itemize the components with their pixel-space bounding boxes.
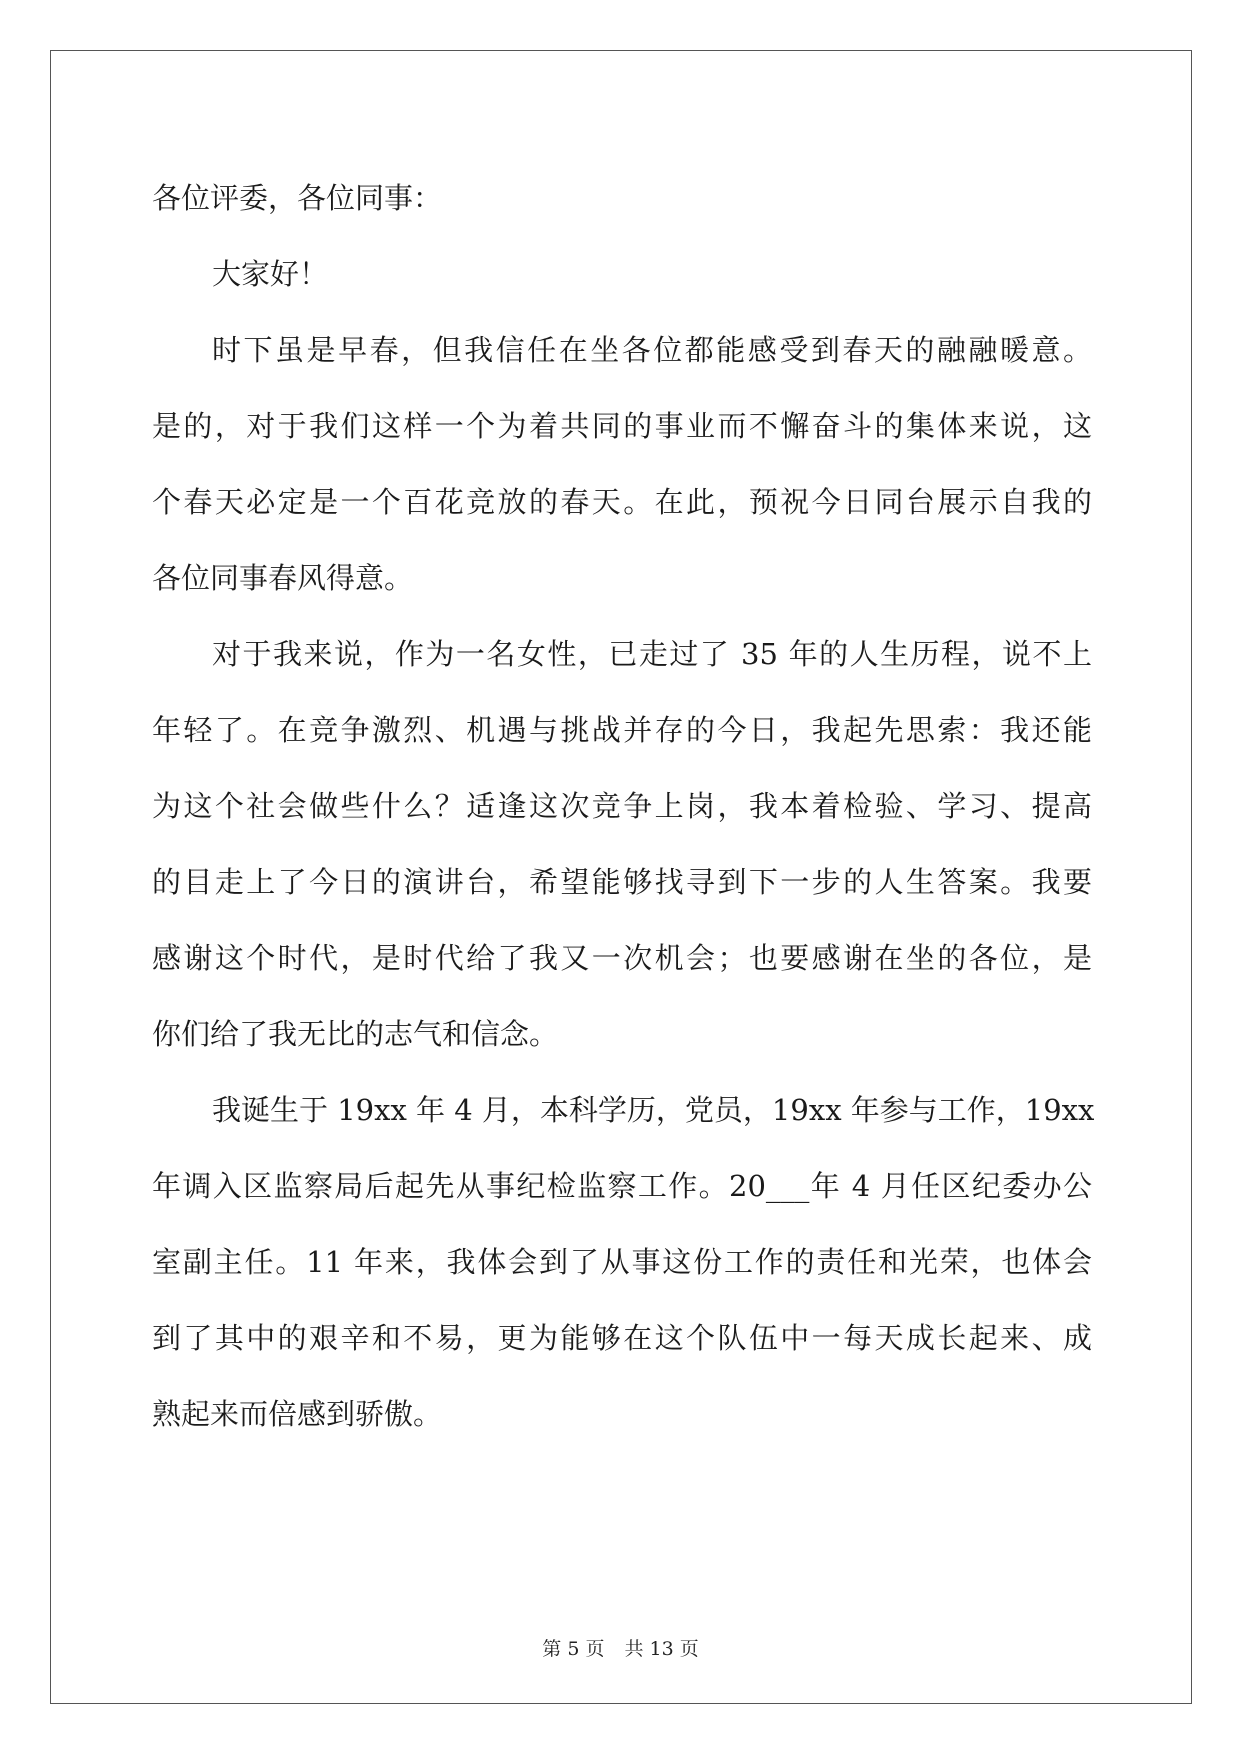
text-line: 到了其中的艰辛和不易，更为能够在这个队伍中一每天成长起来、成 <box>152 1321 1092 1355</box>
text-line: 感谢这个时代，是时代给了我又一次机会；也要感谢在坐的各位，是 <box>152 941 1092 975</box>
text-line: 大家好！ <box>212 257 329 291</box>
text-line: 为这个社会做些什么？适逢这次竞争上岗，我本着检验、学习、提高 <box>152 789 1092 823</box>
text-line: 年轻了。在竞争激烈、机遇与挑战并存的今日，我起先思索：我还能 <box>152 713 1092 747</box>
text-line: 的目走上了今日的演讲台，希望能够找寻到下一步的人生答案。我要 <box>152 865 1092 899</box>
text-line: 是的，对于我们这样一个为着共同的事业而不懈奋斗的集体来说，这 <box>152 409 1092 443</box>
page-number-total: 共 13 页 <box>624 1638 699 1660</box>
text-line: 室副主任。11 年来，我体会到了从事这份工作的责任和光荣，也体会 <box>152 1245 1092 1279</box>
text-line: 各位同事春风得意。 <box>152 561 414 595</box>
text-line: 个春天必定是一个百花竞放的春天。在此，预祝今日同台展示自我的 <box>152 485 1092 519</box>
text-line: 时下虽是早春，但我信任在坐各位都能感受到春天的融融暖意。 <box>212 333 1092 367</box>
page-footer <box>0 1634 1241 1661</box>
document-body <box>152 160 1095 1452</box>
text-line: 熟起来而倍感到骄傲。 <box>152 1397 443 1431</box>
text-line: 各位评委，各位同事： <box>152 181 443 215</box>
text-line: 我诞生于 19xx 年 4 月，本科学历，党员，19xx 年参与工作，19xx <box>212 1093 1095 1127</box>
page-number-current: 第 5 页 <box>542 1638 605 1660</box>
text-line: 对于我来说，作为一名女性，已走过了 35 年的人生历程，说不上 <box>212 637 1092 671</box>
text-line: 你们给了我无比的志气和信念。 <box>152 1017 559 1051</box>
text-line: 年调入区监察局后起先从事纪检监察工作。20___年 4 月任区纪委办公 <box>152 1169 1092 1203</box>
